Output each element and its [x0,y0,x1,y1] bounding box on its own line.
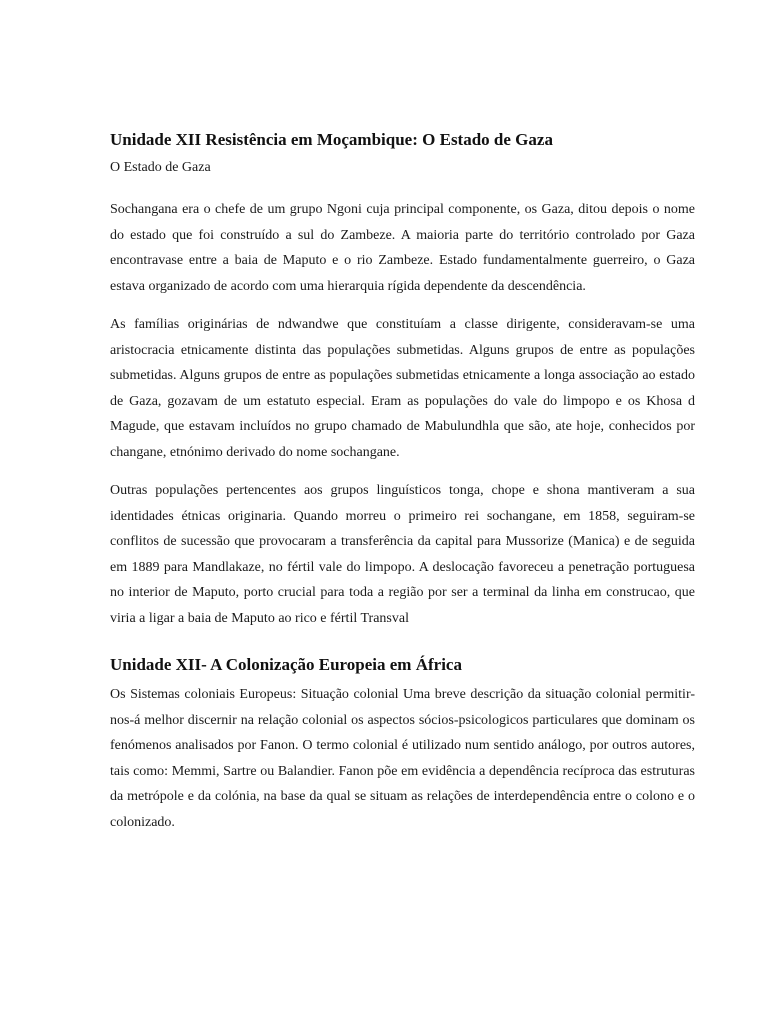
section-heading-colonization: Unidade XII- A Colonização Europeia em África [110,655,462,674]
section-heading-gaza: Unidade XII Resistência em Moçambique: O Estado de Gaza [110,130,553,149]
paragraph-populations: Outras populações pertencentes aos grupos linguísticos tonga, chope e shona mantiveram a sua identidades étnicas originaria. Quando morreu o primeiro rei sochangane, em 1858, seguiram-se conflitos de sucessão que provocaram a transferência da capital para Mussorize (Manica) e de seguida em 1889 para Mandlakaze, no fértil vale do limpopo. A deslocação favoreceu a penetração portuguesa no interior de Maputo, porto crucial para toda a região por ser a terminal da linha em construcao, que viria a ligar a baia de Maputo ao rico e fértil Transval [110,483,695,626]
paragraph-families: As famílias originárias de ndwandwe que constituíam a classe dirigente, consideravam-se uma aristocracia etnicamente distinta das populações submetidas. Alguns grupos de entre as populações submetidas. Alguns grupos de entre as populações submetidas etnicamente a longa associação ao estado de Gaza, gozavam de um estatuto especial. Eram as populações do vale do limpopo e os Khosa d Magude, que estavam incluídos no grupo chamado de Mabulundhla que são, ate hoje, conhecidos por changane, etnónimo derivado do nome sochangane. [110,317,695,460]
document-page [110,128,695,835]
section-subtitle: O Estado de Gaza [110,160,211,175]
paragraph-sochangana: Sochangana era o chefe de um grupo Ngoni cuja principal componente, os Gaza, ditou depois o nome do estado que foi construído a sul do Zambeze. A maioria parte do território controlado por Gaza encontravase entre a baia de Maputo e o rio Zambeze. Estado fundamentalmente guerreiro, o Gaza estava organizado de acordo com uma hierarquia rígida dependente da descendência. [110,202,695,294]
paragraph-colonial-systems: Os Sistemas coloniais Europeus: Situação colonial Uma breve descrição da situação colonial permitir-nos-á melhor discernir na relação colonial os aspectos sócios-psicologicos particulares que dominam os fenómenos analisados por Fanon. O termo colonial é utilizado num sentido análogo, por outros autores, tais como: Memmi, Sartre ou Balandier. Fanon põe em evidência a dependência recíproca das estruturas da metrópole e da colónia, na base da qual se situam as relações de interdependência entre o colono e o colonizado. [110,687,695,830]
